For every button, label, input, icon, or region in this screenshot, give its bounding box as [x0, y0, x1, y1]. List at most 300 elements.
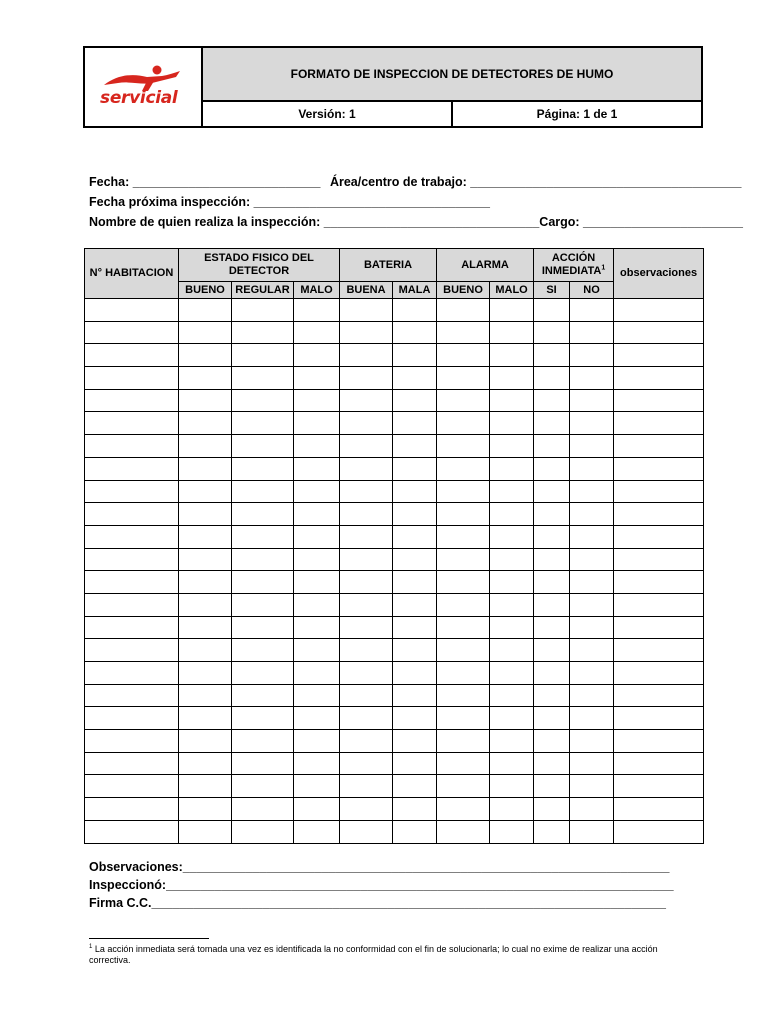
header-habitacion: N° HABITACION [85, 249, 179, 299]
table-cell[interactable] [534, 820, 570, 843]
table-cell[interactable] [85, 798, 179, 821]
table-cell[interactable] [340, 593, 393, 616]
table-row [85, 389, 704, 412]
table-cell[interactable] [294, 775, 340, 798]
table-cell[interactable] [570, 820, 614, 843]
table-cell[interactable] [294, 662, 340, 685]
table-cell[interactable] [614, 457, 704, 480]
table-cell[interactable] [85, 639, 179, 662]
table-row [85, 707, 704, 730]
table-cell[interactable] [490, 321, 534, 344]
table-cell[interactable] [294, 344, 340, 367]
table-cell[interactable] [85, 662, 179, 685]
table-cell[interactable] [570, 571, 614, 594]
table-cell[interactable] [294, 480, 340, 503]
table-cell[interactable] [85, 684, 179, 707]
table-cell[interactable] [179, 435, 232, 458]
table-cell[interactable] [570, 367, 614, 390]
table-cell[interactable] [490, 525, 534, 548]
table-cell[interactable] [85, 367, 179, 390]
table-cell[interactable] [179, 798, 232, 821]
table-cell[interactable] [437, 480, 490, 503]
table-cell[interactable] [179, 503, 232, 526]
table-cell[interactable] [393, 707, 437, 730]
table-cell[interactable] [534, 730, 570, 753]
table-cell[interactable] [232, 707, 294, 730]
table-cell[interactable] [340, 798, 393, 821]
table-cell[interactable] [232, 344, 294, 367]
table-cell[interactable] [232, 503, 294, 526]
table-cell[interactable] [232, 548, 294, 571]
table-cell[interactable] [179, 299, 232, 322]
table-cell[interactable] [490, 503, 534, 526]
table-cell[interactable] [232, 616, 294, 639]
table-cell[interactable] [437, 344, 490, 367]
table-cell[interactable] [340, 616, 393, 639]
table-cell[interactable] [85, 299, 179, 322]
table-cell[interactable] [179, 389, 232, 412]
footnote-text: La acción inmediata será tomada una vez es identificada la no conformidad con el fin de solucionarla; lo cual no exime de realizar una acción correctiva. [89, 944, 658, 965]
table-cell[interactable] [232, 662, 294, 685]
table-cell[interactable] [534, 616, 570, 639]
table-cell[interactable] [232, 525, 294, 548]
table-cell[interactable] [614, 798, 704, 821]
table-cell[interactable] [437, 321, 490, 344]
table-cell[interactable] [570, 299, 614, 322]
table-cell[interactable] [534, 480, 570, 503]
table-cell[interactable] [437, 367, 490, 390]
table-cell[interactable] [232, 798, 294, 821]
table-cell[interactable] [393, 435, 437, 458]
table-cell[interactable] [294, 548, 340, 571]
table-cell[interactable] [490, 730, 534, 753]
table-cell[interactable] [534, 639, 570, 662]
table-cell[interactable] [490, 775, 534, 798]
table-cell[interactable] [614, 299, 704, 322]
table-row [85, 344, 704, 367]
table-cell[interactable] [393, 389, 437, 412]
table-cell[interactable] [570, 707, 614, 730]
table-cell[interactable] [340, 344, 393, 367]
footnote-mark: 1 [89, 944, 93, 950]
table-cell[interactable] [340, 321, 393, 344]
cargo-field[interactable]: Cargo: _______________________ [539, 215, 743, 229]
table-cell[interactable] [437, 389, 490, 412]
table-cell[interactable] [393, 503, 437, 526]
table-row [85, 503, 704, 526]
table-cell[interactable] [85, 593, 179, 616]
table-cell[interactable] [614, 730, 704, 753]
table-cell[interactable] [490, 435, 534, 458]
subheader-alarma-bueno: BUENO [437, 282, 490, 299]
table-cell[interactable] [294, 389, 340, 412]
table-cell[interactable] [179, 752, 232, 775]
table-cell[interactable] [490, 684, 534, 707]
table-cell[interactable] [340, 707, 393, 730]
table-row [85, 525, 704, 548]
table-cell[interactable] [294, 798, 340, 821]
table-cell[interactable] [393, 525, 437, 548]
table-cell[interactable] [614, 571, 704, 594]
table-cell[interactable] [614, 707, 704, 730]
table-cell[interactable] [614, 684, 704, 707]
table-row [85, 752, 704, 775]
table-cell[interactable] [570, 616, 614, 639]
table-cell[interactable] [340, 525, 393, 548]
table-cell[interactable] [393, 571, 437, 594]
subheader-accion-si: SI [534, 282, 570, 299]
table-cell[interactable] [393, 798, 437, 821]
table-cell[interactable] [490, 457, 534, 480]
subheader-bateria-buena: BUENA [340, 282, 393, 299]
table-cell[interactable] [614, 820, 704, 843]
table-cell[interactable] [85, 525, 179, 548]
table-cell[interactable] [393, 730, 437, 753]
table-cell[interactable] [340, 752, 393, 775]
table-cell[interactable] [393, 412, 437, 435]
table-cell[interactable] [570, 593, 614, 616]
table-cell[interactable] [340, 639, 393, 662]
table-cell[interactable] [179, 571, 232, 594]
table-cell[interactable] [534, 548, 570, 571]
table-cell[interactable] [340, 412, 393, 435]
table-cell[interactable] [294, 616, 340, 639]
table-cell[interactable] [179, 344, 232, 367]
table-cell[interactable] [294, 412, 340, 435]
table-cell[interactable] [437, 730, 490, 753]
table-cell[interactable] [490, 571, 534, 594]
table-cell[interactable] [490, 707, 534, 730]
table-cell[interactable] [490, 389, 534, 412]
table-cell[interactable] [614, 321, 704, 344]
logo-text: servicial [100, 88, 178, 108]
table-cell[interactable] [232, 684, 294, 707]
table-cell[interactable] [340, 820, 393, 843]
table-cell[interactable] [437, 457, 490, 480]
table-cell[interactable] [294, 593, 340, 616]
table-cell[interactable] [437, 752, 490, 775]
table-row [85, 639, 704, 662]
table-cell[interactable] [534, 344, 570, 367]
table-cell[interactable] [393, 548, 437, 571]
table-cell[interactable] [393, 662, 437, 685]
table-cell[interactable] [490, 412, 534, 435]
table-cell[interactable] [534, 775, 570, 798]
table-cell[interactable] [570, 480, 614, 503]
table-cell[interactable] [570, 525, 614, 548]
table-cell[interactable] [85, 321, 179, 344]
table-cell[interactable] [232, 389, 294, 412]
table-cell[interactable] [85, 775, 179, 798]
table-cell[interactable] [85, 503, 179, 526]
footnote-divider [89, 938, 209, 939]
table-cell[interactable] [393, 639, 437, 662]
table-cell[interactable] [393, 321, 437, 344]
table-cell[interactable] [570, 730, 614, 753]
table-cell[interactable] [570, 503, 614, 526]
table-cell[interactable] [340, 389, 393, 412]
table-cell[interactable] [614, 752, 704, 775]
table-cell[interactable] [534, 707, 570, 730]
table-cell[interactable] [393, 344, 437, 367]
table-cell[interactable] [490, 548, 534, 571]
table-cell[interactable] [85, 752, 179, 775]
table-cell[interactable] [340, 480, 393, 503]
table-cell[interactable] [570, 639, 614, 662]
table-cell[interactable] [294, 684, 340, 707]
table-cell[interactable] [179, 684, 232, 707]
table-cell[interactable] [179, 457, 232, 480]
table-cell[interactable] [294, 525, 340, 548]
table-row [85, 616, 704, 639]
table-cell[interactable] [179, 412, 232, 435]
table-cell[interactable] [85, 730, 179, 753]
subheader-bateria-mala: MALA [393, 282, 437, 299]
table-cell[interactable] [232, 435, 294, 458]
table-cell[interactable] [85, 480, 179, 503]
table-cell[interactable] [393, 367, 437, 390]
table-cell[interactable] [179, 480, 232, 503]
table-cell[interactable] [393, 480, 437, 503]
area-field[interactable]: Área/centro de trabajo: _______________________________________ [329, 175, 742, 189]
table-cell[interactable] [340, 684, 393, 707]
table-cell[interactable] [437, 571, 490, 594]
table-cell[interactable] [179, 775, 232, 798]
table-cell[interactable] [570, 548, 614, 571]
table-cell[interactable] [393, 684, 437, 707]
table-cell[interactable] [570, 662, 614, 685]
table-cell[interactable] [85, 435, 179, 458]
table-cell[interactable] [437, 639, 490, 662]
proxima-inspeccion-field[interactable]: Fecha próxima inspección: __________________________________ [89, 195, 490, 209]
table-cell[interactable] [179, 321, 232, 344]
table-cell[interactable] [614, 548, 704, 571]
table-row [85, 662, 704, 685]
table-cell[interactable] [232, 367, 294, 390]
table-cell[interactable] [534, 684, 570, 707]
table-cell[interactable] [179, 707, 232, 730]
table-row [85, 775, 704, 798]
table-cell[interactable] [437, 798, 490, 821]
observaciones-field[interactable]: Observaciones:______________________________________________________________________ [89, 860, 670, 874]
table-cell[interactable] [232, 775, 294, 798]
table-cell[interactable] [179, 820, 232, 843]
table-cell[interactable] [340, 457, 393, 480]
table-cell[interactable] [85, 344, 179, 367]
table-cell[interactable] [294, 457, 340, 480]
table-cell[interactable] [570, 752, 614, 775]
table-cell[interactable] [85, 820, 179, 843]
table-cell[interactable] [490, 480, 534, 503]
table-cell[interactable] [232, 299, 294, 322]
table-cell[interactable] [437, 548, 490, 571]
table-cell[interactable] [294, 730, 340, 753]
table-cell[interactable] [179, 593, 232, 616]
table-cell[interactable] [294, 707, 340, 730]
table-cell[interactable] [437, 616, 490, 639]
table-cell[interactable] [232, 571, 294, 594]
table-cell[interactable] [614, 593, 704, 616]
table-cell[interactable] [490, 820, 534, 843]
table-cell[interactable] [570, 798, 614, 821]
table-cell[interactable] [570, 684, 614, 707]
table-cell[interactable] [437, 662, 490, 685]
table-cell[interactable] [534, 321, 570, 344]
table-cell[interactable] [614, 435, 704, 458]
table-cell[interactable] [232, 730, 294, 753]
table-cell[interactable] [294, 752, 340, 775]
table-cell[interactable] [232, 412, 294, 435]
table-cell[interactable] [179, 616, 232, 639]
table-cell[interactable] [614, 503, 704, 526]
table-cell[interactable] [570, 412, 614, 435]
table-cell[interactable] [490, 593, 534, 616]
table-cell[interactable] [614, 639, 704, 662]
table-cell[interactable] [85, 389, 179, 412]
table-row [85, 480, 704, 503]
table-cell[interactable] [437, 707, 490, 730]
table-cell[interactable] [437, 412, 490, 435]
table-cell[interactable] [179, 662, 232, 685]
table-cell[interactable] [179, 525, 232, 548]
table-cell[interactable] [294, 503, 340, 526]
table-cell[interactable] [614, 389, 704, 412]
table-cell[interactable] [85, 548, 179, 571]
table-cell[interactable] [614, 525, 704, 548]
table-cell[interactable] [232, 752, 294, 775]
table-cell[interactable] [534, 571, 570, 594]
table-cell[interactable] [340, 775, 393, 798]
table-cell[interactable] [294, 571, 340, 594]
table-cell[interactable] [437, 684, 490, 707]
table-cell[interactable] [179, 367, 232, 390]
table-cell[interactable] [534, 503, 570, 526]
table-cell[interactable] [179, 548, 232, 571]
table-cell[interactable] [85, 457, 179, 480]
table-row [85, 457, 704, 480]
table-cell[interactable] [614, 367, 704, 390]
table-cell[interactable] [340, 299, 393, 322]
table-row [85, 730, 704, 753]
table-cell[interactable] [85, 412, 179, 435]
table-cell[interactable] [490, 798, 534, 821]
table-cell[interactable] [534, 798, 570, 821]
table-cell[interactable] [340, 571, 393, 594]
table-cell[interactable] [393, 775, 437, 798]
table-cell[interactable] [232, 820, 294, 843]
table-cell[interactable] [232, 639, 294, 662]
table-cell[interactable] [437, 820, 490, 843]
table-cell[interactable] [490, 367, 534, 390]
table-cell[interactable] [340, 435, 393, 458]
table-cell[interactable] [534, 525, 570, 548]
table-cell[interactable] [534, 457, 570, 480]
table-cell[interactable] [437, 503, 490, 526]
table-cell[interactable] [85, 571, 179, 594]
table-cell[interactable] [534, 662, 570, 685]
table-cell[interactable] [85, 616, 179, 639]
table-cell[interactable] [294, 820, 340, 843]
table-cell[interactable] [179, 639, 232, 662]
table-cell[interactable] [570, 389, 614, 412]
table-cell[interactable] [534, 435, 570, 458]
table-cell[interactable] [490, 639, 534, 662]
table-cell[interactable] [294, 639, 340, 662]
table-cell[interactable] [393, 593, 437, 616]
table-cell[interactable] [490, 662, 534, 685]
table-cell[interactable] [534, 752, 570, 775]
table-cell[interactable] [340, 503, 393, 526]
table-cell[interactable] [614, 480, 704, 503]
table-cell[interactable] [393, 752, 437, 775]
table-cell[interactable] [534, 389, 570, 412]
table-cell[interactable] [232, 593, 294, 616]
table-cell[interactable] [232, 321, 294, 344]
table-cell[interactable] [490, 616, 534, 639]
table-cell[interactable] [534, 299, 570, 322]
table-cell[interactable] [393, 457, 437, 480]
table-cell[interactable] [85, 707, 179, 730]
table-cell[interactable] [437, 299, 490, 322]
table-cell[interactable] [437, 593, 490, 616]
table-cell[interactable] [437, 775, 490, 798]
table-row [85, 820, 704, 843]
table-cell[interactable] [614, 344, 704, 367]
table-cell[interactable] [570, 321, 614, 344]
table-cell[interactable] [340, 367, 393, 390]
table-cell[interactable] [294, 367, 340, 390]
table-cell[interactable] [340, 730, 393, 753]
table-cell[interactable] [490, 752, 534, 775]
firma-field[interactable]: Firma C.C.__________________________________________________________________________ [89, 896, 666, 910]
fecha-field[interactable]: Fecha: ___________________________ [89, 175, 321, 189]
table-cell[interactable] [570, 775, 614, 798]
table-cell[interactable] [437, 435, 490, 458]
table-cell[interactable] [232, 480, 294, 503]
table-cell[interactable] [490, 344, 534, 367]
table-cell[interactable] [534, 367, 570, 390]
table-cell[interactable] [614, 775, 704, 798]
table-cell[interactable] [340, 662, 393, 685]
inspecciono-field[interactable]: Inspeccionó:_________________________________________________________________________ [89, 878, 674, 892]
table-cell[interactable] [437, 525, 490, 548]
table-cell[interactable] [393, 616, 437, 639]
table-cell[interactable] [534, 412, 570, 435]
table-cell[interactable] [614, 616, 704, 639]
table-cell[interactable] [294, 299, 340, 322]
inspection-table [84, 248, 704, 844]
table-cell[interactable] [490, 299, 534, 322]
table-cell[interactable] [340, 548, 393, 571]
subheader-estado-malo: MALO [294, 282, 340, 299]
table-cell[interactable] [534, 593, 570, 616]
inspector-name-field[interactable]: Nombre de quien realiza la inspección: _______________________________ [89, 215, 540, 229]
table-cell[interactable] [232, 457, 294, 480]
table-cell[interactable] [570, 457, 614, 480]
header-accion-inmediata [534, 249, 614, 282]
table-cell[interactable] [393, 299, 437, 322]
table-cell[interactable] [614, 662, 704, 685]
table-cell[interactable] [294, 321, 340, 344]
table-cell[interactable] [179, 730, 232, 753]
table-cell[interactable] [614, 412, 704, 435]
table-cell[interactable] [570, 435, 614, 458]
table-cell[interactable] [393, 820, 437, 843]
document-title: FORMATO DE INSPECCION DE DETECTORES DE HUMO [202, 47, 702, 101]
table-cell[interactable] [294, 435, 340, 458]
table-row [85, 684, 704, 707]
table-cell[interactable] [570, 344, 614, 367]
